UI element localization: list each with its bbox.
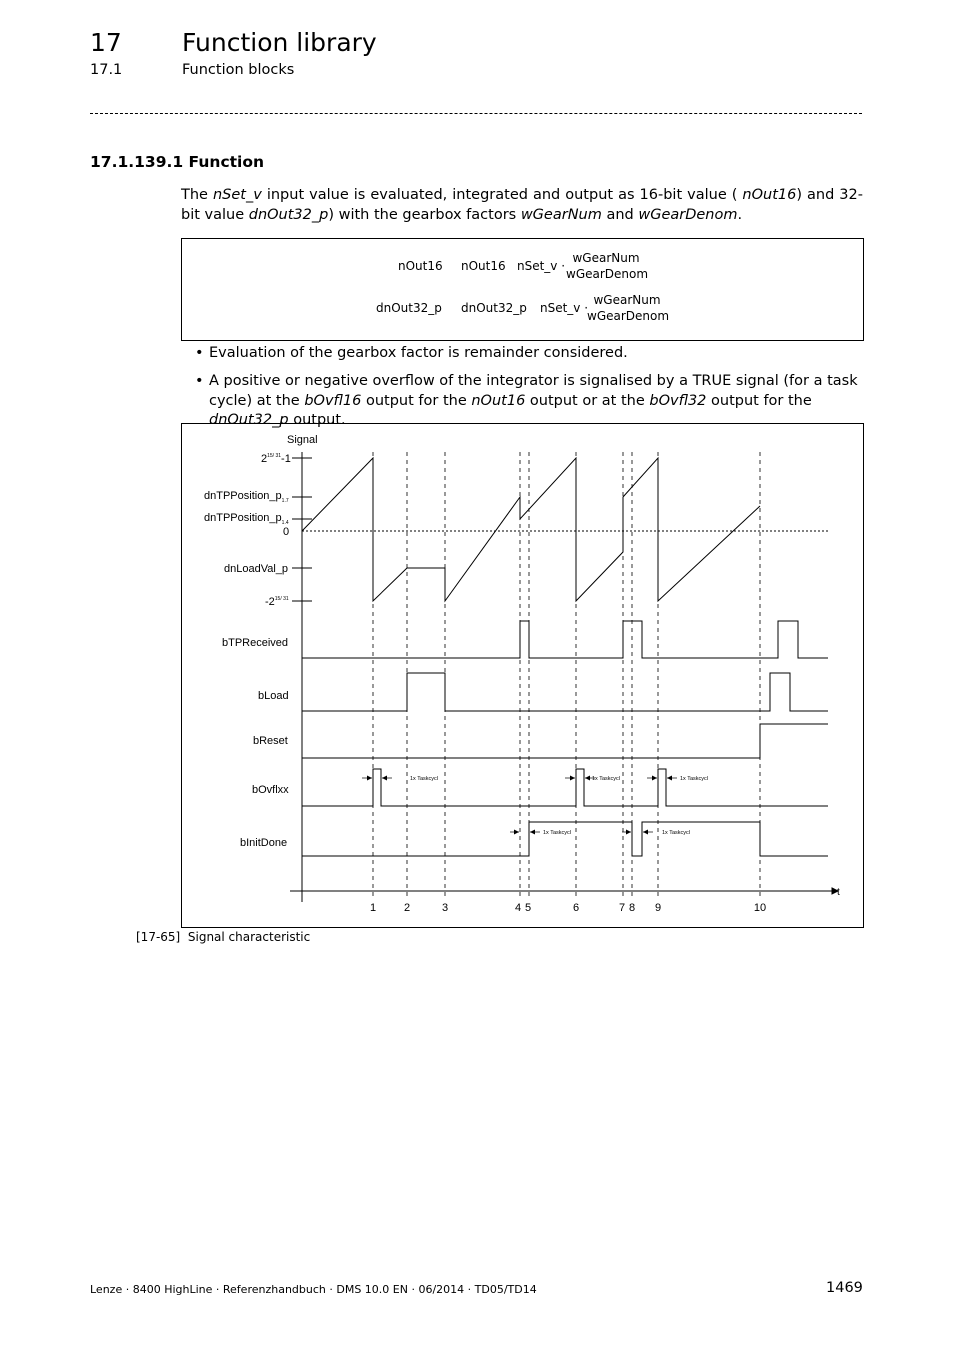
page-number: 1469 bbox=[826, 1280, 863, 1296]
formula-denominator: wGearDenom bbox=[587, 309, 670, 323]
bullet-text: output. bbox=[288, 412, 346, 428]
intro-text: ) and 32-bit value bbox=[181, 187, 863, 223]
y-label-max: $2^{15/ 31}-1$ bbox=[261, 453, 291, 465]
y-label-tp17: $dnTPPosition\_p_{1.7}$ bbox=[204, 490, 289, 504]
time-marker-label: 4 bbox=[514, 902, 522, 914]
time-marker-label: 6 bbox=[572, 902, 580, 914]
caption-text: Signal characteristic bbox=[187, 930, 311, 944]
subsection-heading: 17.1.139.1 Function bbox=[90, 153, 265, 171]
integrator-output-trace bbox=[302, 458, 760, 601]
signal-label-btp: bTPReceived bbox=[222, 637, 289, 649]
section-title: Function blocks bbox=[182, 62, 295, 78]
var-dnout32: dnOut32_p bbox=[248, 206, 329, 223]
taskcycle-label: 1x Taskcycl bbox=[662, 830, 691, 836]
var-wgeardenom: wGearDenom bbox=[638, 206, 738, 223]
time-marker-label: 9 bbox=[654, 902, 662, 914]
taskcycle-label: 1x Taskcycl bbox=[592, 776, 621, 782]
binitdone-trace bbox=[302, 822, 828, 856]
taskcycle-label: 1x Taskcycl bbox=[543, 830, 572, 836]
y-label-min: $-2^{15/ 31}$ bbox=[265, 596, 289, 608]
var-bovfl16: bOvfl16 bbox=[304, 392, 362, 409]
bullet-text: A positive or negative overflow of the integrator is signalised by a TRUE signal (for a task cycle) at the bbox=[209, 373, 858, 409]
y-label-loadval: dnLoadVal_p bbox=[224, 563, 289, 575]
footer-text: Lenze · 8400 HighLine · Referenzhandbuch · DMS 10.0 EN · 06/2014 · TD05/TD14 bbox=[90, 1283, 537, 1296]
intro-text: and bbox=[601, 206, 639, 223]
bullet-text: output for the bbox=[361, 392, 472, 409]
bullet-text: output for the bbox=[706, 392, 812, 409]
chapter-title: Function library bbox=[182, 28, 377, 57]
signal-label-bload: bLoad bbox=[258, 690, 289, 702]
bullet-text: output or at the bbox=[525, 392, 650, 409]
intro-text: . bbox=[737, 206, 743, 223]
intro-text: input value is evaluated, integrated and output as 16-bit value ( bbox=[261, 187, 743, 203]
var-nset-v: nSet_v bbox=[212, 187, 262, 203]
bullet-text: Evaluation of the gearbox factor is remainder considered. bbox=[209, 345, 628, 361]
formula-rhs: nOut16 bbox=[461, 259, 506, 273]
bload-trace bbox=[302, 673, 828, 711]
bovfl-trace bbox=[302, 769, 828, 806]
y-axis-title: Signal bbox=[287, 434, 318, 446]
time-marker-label: 2 bbox=[403, 902, 411, 914]
chapter-number: 17 bbox=[90, 28, 122, 57]
formula-denominator: wGearDenom bbox=[566, 267, 649, 281]
formula-factor: nSet_v · bbox=[540, 301, 589, 315]
time-marker-label: 1 bbox=[369, 902, 377, 914]
y-label-tp14: $dnTPPosition\_p_{1.4}$ bbox=[204, 512, 289, 526]
formula-lhs: dnOut32_p bbox=[376, 301, 442, 315]
intro-text: ) with the gearbox factors bbox=[328, 206, 521, 223]
var-wgearnum: wGearNum bbox=[520, 206, 602, 223]
x-axis-title: t bbox=[837, 887, 840, 898]
breset-trace bbox=[302, 724, 828, 758]
intro-text: The bbox=[181, 187, 213, 203]
time-marker-label: 8 bbox=[628, 902, 636, 914]
taskcycle-indicators bbox=[362, 778, 677, 832]
taskcycle-label: 1x Taskcycl bbox=[410, 776, 439, 782]
formula-rhs: dnOut32_p bbox=[461, 301, 527, 315]
formula-numerator: wGearNum bbox=[572, 251, 640, 265]
signal-label-binit: bInitDone bbox=[240, 837, 288, 849]
btpreceived-trace bbox=[302, 621, 828, 658]
y-label-zero: 0 bbox=[283, 526, 290, 538]
time-marker-label: 7 bbox=[618, 902, 626, 914]
var-dnout32: dnOut32_p bbox=[209, 412, 289, 428]
time-marker-label: 3 bbox=[441, 902, 449, 914]
formula-factor: nSet_v · bbox=[517, 259, 566, 273]
var-nout16: nOut16 bbox=[471, 392, 526, 409]
var-bovfl32: bOvfl32 bbox=[649, 392, 707, 409]
var-nout16: nOut16 bbox=[742, 187, 797, 203]
taskcycle-label: 1x Taskcycl bbox=[680, 776, 709, 782]
time-marker-label: 5 bbox=[524, 902, 532, 914]
section-number: 17.1 bbox=[90, 62, 123, 78]
time-marker-label: 10 bbox=[753, 902, 767, 914]
signal-label-bovfl: bOvflxx bbox=[252, 784, 289, 796]
caption-number: [17-65] bbox=[136, 930, 181, 944]
signal-label-breset: bReset bbox=[253, 735, 288, 747]
formula-numerator: wGearNum bbox=[593, 293, 661, 307]
formula-lhs: nOut16 bbox=[398, 259, 443, 273]
figure-caption bbox=[136, 930, 310, 944]
